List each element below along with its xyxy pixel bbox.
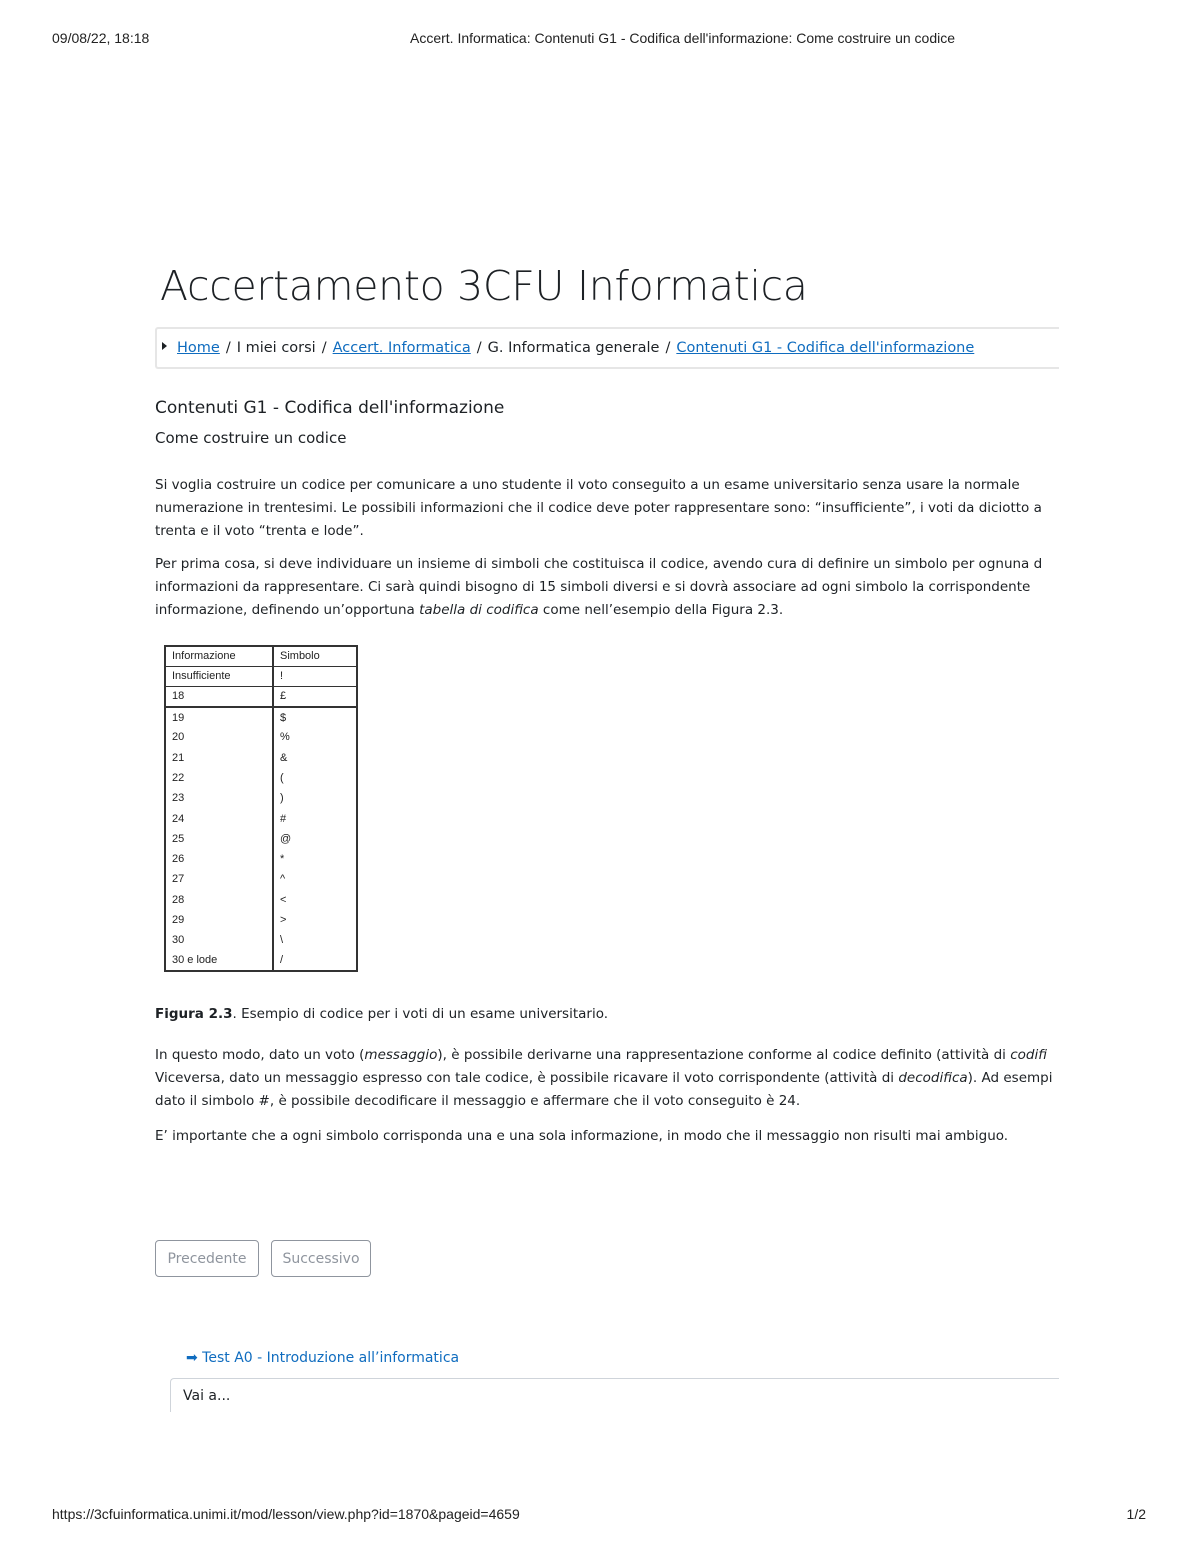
table-cell: @ [280,832,292,845]
breadcrumb-separator: / [321,340,327,356]
table-cell: 23 [165,788,273,808]
emphasis-text: decodifica [898,1070,968,1086]
table-cell: # [280,812,287,825]
breadcrumb-section: G. Informatica generale [487,340,660,356]
emphasis-text: messaggio [364,1047,438,1063]
lesson-page-title: Come costruire un codice [155,429,347,447]
jump-to-select[interactable] [170,1378,1059,1412]
paragraph-symbols [155,553,1059,622]
figure-caption-text: . Esempio di codice per i voti di un esame universitario. [232,1006,609,1022]
table-cell: 30 [165,930,273,950]
jump-to-label: Vai a... [183,1388,231,1404]
paragraph-intro [155,474,1059,543]
table-header-cell: Informazione [165,646,273,666]
table-row [165,666,357,686]
breadcrumb [155,327,1059,369]
text-line: numerazione in trentesimi. Le possibili informazioni che il codice deve poter rappresentare sono: “insufficiente”, i voti da diciotto a [155,500,1042,516]
table-cell: 28 [165,890,273,910]
paragraph-coding [155,1044,1059,1113]
print-header [0,30,1200,50]
next-activity-link[interactable]: ➡ Test A0 - Introduzione all’informatica [186,1350,460,1366]
breadcrumb-list [162,340,974,356]
table-header-row [165,646,357,666]
coding-table [164,645,358,972]
table-cell: 26 [165,849,273,869]
table-cell: & [280,751,288,764]
table-row [165,869,357,889]
breadcrumb-lesson[interactable]: Contenuti G1 - Codifica dell'informazione [676,340,975,356]
text-line: dato il simbolo #, è possibile decodificare il messaggio e affermare che il voto conseguito è 24. [155,1093,801,1109]
table-row [165,930,357,950]
table-header-cell: Simbolo [273,646,357,666]
table-cell: 30 e lode [165,950,273,970]
table-row [165,768,357,788]
text-fragment: ). Ad esempi [967,1070,1053,1086]
text-fragment: In questo modo, dato un voto ( [155,1047,365,1063]
text-line: informazioni da rappresentare. Ci sarà quindi bisogno di 15 simboli diversi e si dovrà associare ad ogni simbolo la corrispondente [155,579,1031,595]
text-line [155,1044,1059,1067]
emphasis-text: codifi [1010,1047,1047,1063]
text-line [155,1067,1059,1090]
table-row [165,849,357,869]
text-fragment: informazione, definendo un’opportuna [155,602,420,618]
table-row [165,890,357,910]
table-cell: / [280,954,284,967]
table-cell: \ [280,934,284,947]
text-line: trenta e il voto “trenta e lode”. [155,523,364,539]
table-cell: ) [280,792,284,805]
text-fragment: come nell’esempio della Figura 2.3. [538,602,784,618]
print-page-number: 1/2 [1126,1506,1146,1522]
paragraph-ambiguity [155,1125,1059,1148]
text-fragment: Viceversa, dato un messaggio espresso con tale codice, è possibile ricavare il voto corrispondente (attività di [155,1070,899,1086]
print-url: https://3cfuinformatica.unimi.it/mod/lesson/view.php?id=1870&pageid=4659 [52,1506,520,1522]
table-row [165,727,357,747]
table-cell: 21 [165,747,273,767]
breadcrumb-separator: / [665,340,671,356]
table-row [165,687,357,707]
table-cell: Insufficiente [165,666,273,686]
table-cell: 25 [165,829,273,849]
text-line [155,599,1059,622]
emphasis-text: tabella di codifica [419,602,539,618]
table-cell: 19 [165,707,273,727]
table-row [165,788,357,808]
table-cell: 27 [165,869,273,889]
caret-right-icon [162,342,167,350]
table-cell: $ [280,711,287,724]
lesson-content [155,474,1059,632]
table-cell: 18 [165,687,273,707]
table-cell: < [280,893,287,906]
next-button[interactable]: Successivo [271,1240,371,1277]
table-row [165,950,357,970]
breadcrumb-course[interactable]: Accert. Informatica [332,340,471,356]
breadcrumb-separator: / [476,340,482,356]
figure-caption [155,1006,608,1022]
table-cell: £ [273,687,357,707]
print-footer [0,1506,1200,1526]
text-line: Si voglia costruire un codice per comunicare a uno studente il voto conseguito a un esame universitario senza usare la normale [155,477,1020,493]
table-row [165,707,357,727]
table-cell: % [280,731,290,744]
table-cell: ^ [280,873,286,886]
print-page-title: Accert. Informatica: Contenuti G1 - Codifica dell'informazione: Come costruire un codice [409,30,956,46]
table-cell: ( [280,771,284,784]
page-title: Accertamento 3CFU Informatica [160,262,808,310]
text-fragment: ), è possibile derivarne una rappresentazione conforme al codice definito (attività di [437,1047,1011,1063]
table-cell: 24 [165,808,273,828]
table-row [165,910,357,930]
table-cell: 20 [165,727,273,747]
table-cell: * [280,853,285,866]
table-row [165,747,357,767]
breadcrumb-separator: / [225,340,231,356]
figure-label: Figura 2.3 [155,1006,233,1022]
breadcrumb-home[interactable]: Home [177,340,220,356]
previous-button[interactable]: Precedente [155,1240,259,1277]
text-line: Per prima cosa, si deve individuare un insieme di simboli che costituisca il codice, avendo cura di definire un simbolo per ognuna d [155,556,1043,572]
breadcrumb-my-courses: I miei corsi [236,340,316,356]
table-row [165,808,357,828]
table-cell: ! [273,666,357,686]
table-row [165,829,357,849]
table-cell: 22 [165,768,273,788]
lesson-content-continued [155,1044,1059,1160]
print-datetime: 09/08/22, 18:18 [52,30,150,46]
table-cell: 29 [165,910,273,930]
lesson-heading: Contenuti G1 - Codifica dell'informazione [155,398,505,418]
table-cell: > [280,914,287,926]
text-line: E’ importante che a ogni simbolo corrisponda una e una sola informazione, in modo che il messaggio non risulti mai ambiguo. [155,1128,1009,1144]
